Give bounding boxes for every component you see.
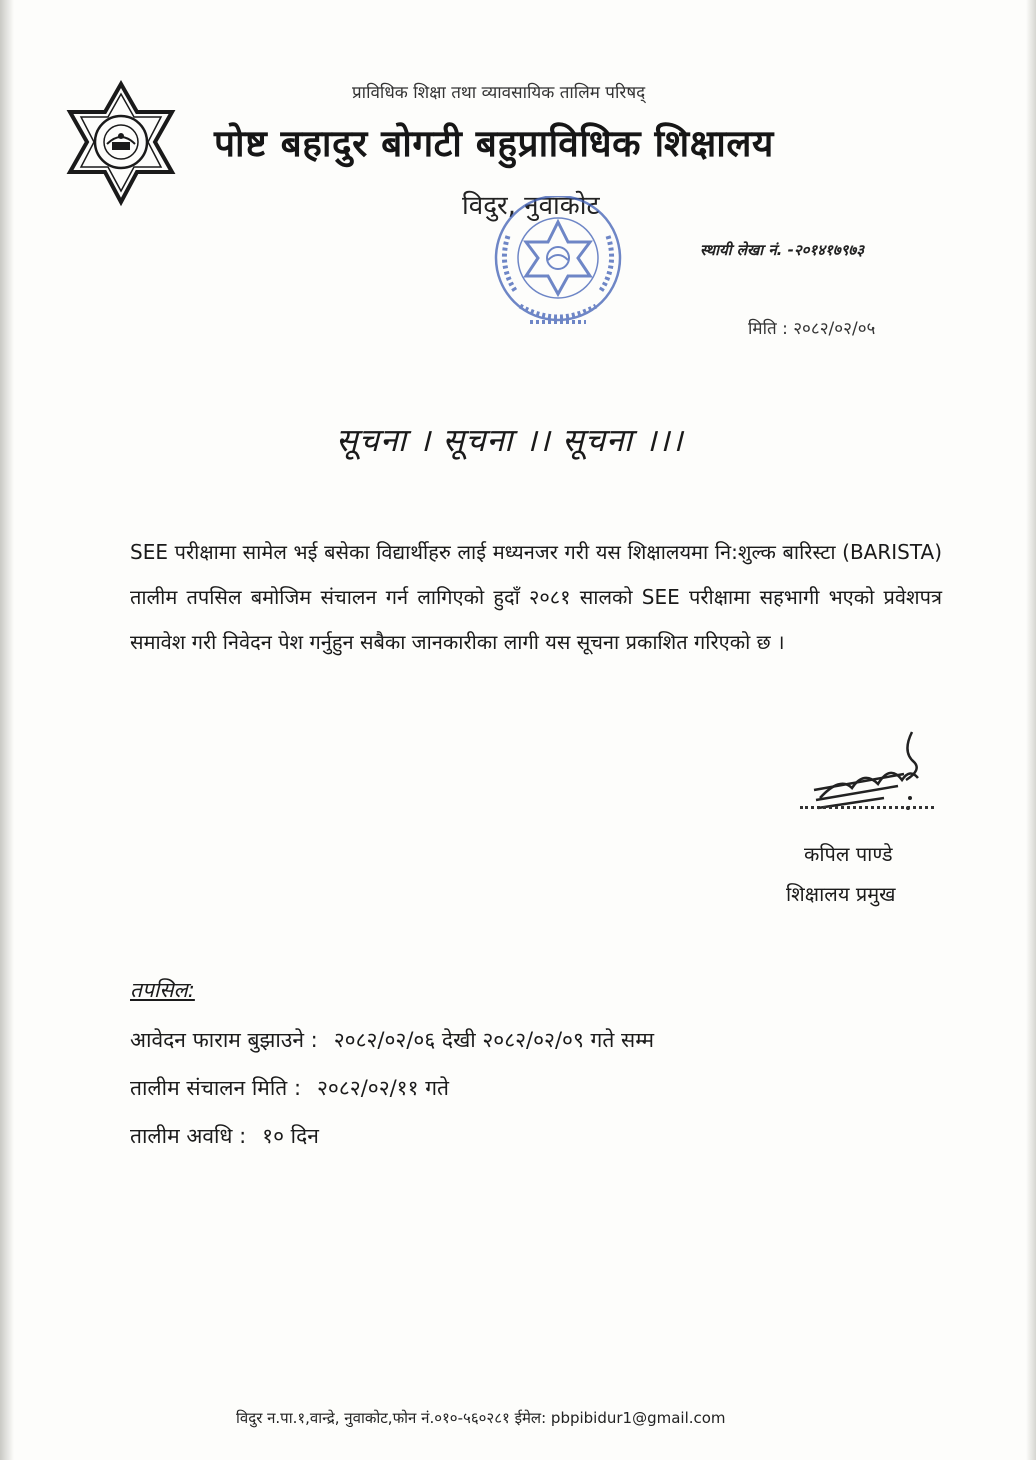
college-name: पोष्ट बहादुर बोगटी बहुप्राविधिक शिक्षालय bbox=[214, 122, 774, 165]
schedule-item-value: १० दिन bbox=[262, 1124, 319, 1148]
schedule-item-value: २०८२/०२/०६ देखी २०८२/०२/०९ गते सम्म bbox=[333, 1028, 655, 1052]
office-stamp-icon bbox=[468, 196, 648, 346]
scan-shadow-left bbox=[0, 0, 14, 1460]
signature-icon bbox=[794, 728, 934, 828]
notice-heading: सूचना । सूचना ।। सूचना ।।। bbox=[336, 421, 684, 459]
schedule-item-value: २०८२/०२/११ गते bbox=[317, 1076, 449, 1100]
schedule-item bbox=[130, 1026, 654, 1054]
signature-line bbox=[800, 806, 934, 809]
schedule-item bbox=[130, 1074, 449, 1102]
scan-shadow-right bbox=[1026, 0, 1036, 1460]
schedule-item-label: आवेदन फाराम बुझाउने : bbox=[130, 1028, 318, 1052]
council-name: प्राविधिक शिक्षा तथा व्यावसायिक तालिम परिषद् bbox=[352, 83, 646, 103]
schedule-item bbox=[130, 1122, 319, 1150]
footer-contact: विदुर न.पा.१,वान्द्रे, नुवाकोट,फोन नं.०१०-५६०२८१ ईमेल: pbpibidur1@gmail.com bbox=[236, 1409, 726, 1427]
schedule-heading: तपसिल: bbox=[130, 978, 195, 1002]
pan-number: स्थायी लेखा नं. -२०१४१७९७३ bbox=[700, 241, 865, 259]
college-address: विदुर, नुवाकोट bbox=[462, 191, 600, 221]
signer-name: कपिल पाण्डे bbox=[804, 842, 893, 866]
schedule-item-label: तालीम संचालन मिति : bbox=[130, 1076, 302, 1100]
notice-date: मिति : २०८२/०२/०५ bbox=[748, 319, 876, 339]
signer-title: शिक्षालय प्रमुख bbox=[786, 882, 896, 906]
ctevt-emblem-icon bbox=[60, 80, 182, 210]
schedule-item-label: तालीम अवधि : bbox=[130, 1124, 247, 1148]
notice-body: SEE परीक्षामा सामेल भई बसेका विद्यार्थीहरु लाई मध्यनजर गरी यस शिक्षालयमा नि:शुल्क बारिस्टा (BARISTA) तालीम तपसिल बमोजिम संचालन गर्न लागिएको हुदाँ २०८१ सालको SEE परीक्षामा सहभागी भएको प्रवेशपत्र समावेश गरी निवेदन पेश गर्नुहुन सबैका जानकारीका लागी यस सूचना प्रकाशित गरिएको छ । bbox=[130, 540, 942, 654]
